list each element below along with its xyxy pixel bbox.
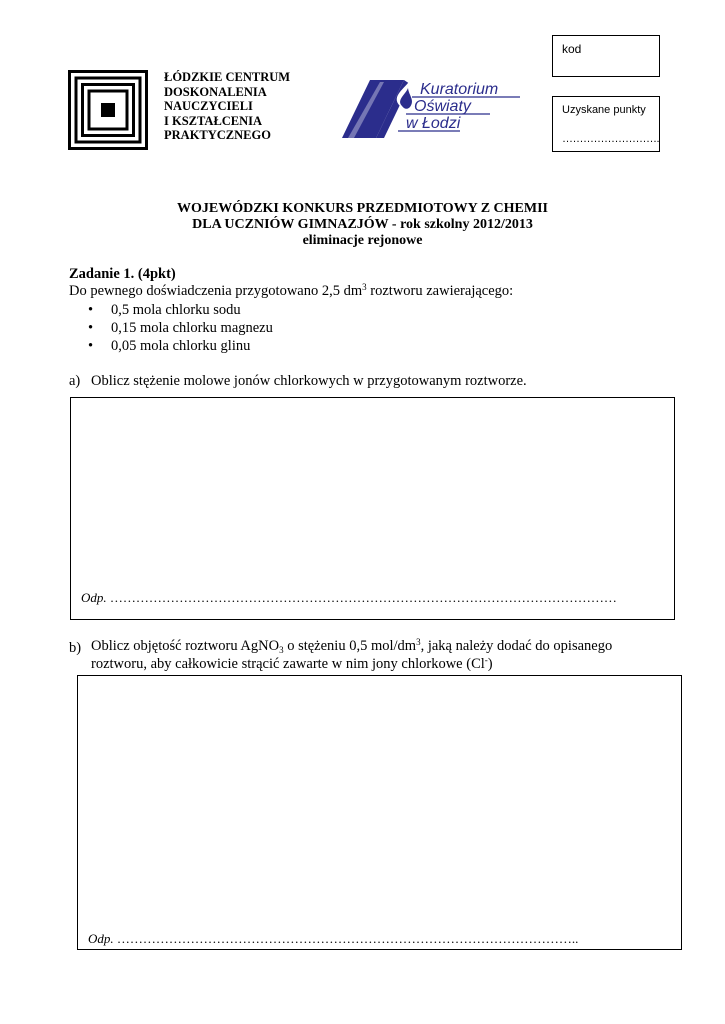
part-a-marker: a) [69,373,81,389]
kuratorium-logo-icon [340,76,526,142]
answer-a-line: Odp. ……………………………………………………………………………………………………… [81,590,617,605]
substance-list [69,301,273,355]
answer-box-a[interactable] [70,397,675,620]
contest-title-line2: DLA UCZNIÓW GIMNAZJÓW - rok szkolny 2012/2013 [192,217,533,232]
organization-name: ŁÓDZKIE CENTRUM DOSKONALENIA NAUCZYCIELI I KSZTAŁCENIA PRAKTYCZNEGO [164,70,291,142]
kuratorium-text-2: Oświaty [414,98,471,115]
code-label: kod [562,42,582,56]
kuratorium-text-3: w Łodzi [406,115,461,132]
part-b-question-line1: Oblicz objętość roztworu AgNO$_3$ o stężeniu 0,5 mol/$dm^3$, jaką należy dodać do opisanego [91,637,613,655]
points-dots: ………………………. [562,133,660,145]
list-item: • 0,5 mola chlorku sodu [88,302,241,318]
points-box[interactable] [552,96,660,152]
contest-title-line1: WOJEWÓDZKI KONKURS PRZEDMIOTOWY Z CHEMII [176,201,549,216]
task-intro: Do pewnego doświadczenia przygotowano 2,5 $dm^3$ roztworu zawierającego: [69,282,514,299]
part-b-marker: b) [69,640,82,656]
task-heading: Zadanie 1. (4pkt) [69,266,176,282]
part-b-question-line2: roztworu, aby całkowicie strącić zawarte w nim jony chlorkowe (Cl-) [91,655,493,672]
points-label: Uzyskane punkty [562,104,646,116]
list-item: • 0,15 mola chlorku magnezu [88,320,273,336]
answer-b-line: Odp. …………………………………………………………………………………………….. [88,931,579,946]
lcdnikp-logo-icon [68,70,148,150]
kuratorium-text-1: Kuratorium [420,81,499,98]
code-box[interactable] [552,35,660,77]
part-a-question: Oblicz stężenie molowe jonów chlorkowych w przygotowanym roztworze. [91,373,527,389]
answer-box-b[interactable] [77,675,682,950]
contest-title-line3: eliminacje rejonowe [302,233,423,248]
list-item: • 0,05 mola chlorku glinu [88,338,251,354]
